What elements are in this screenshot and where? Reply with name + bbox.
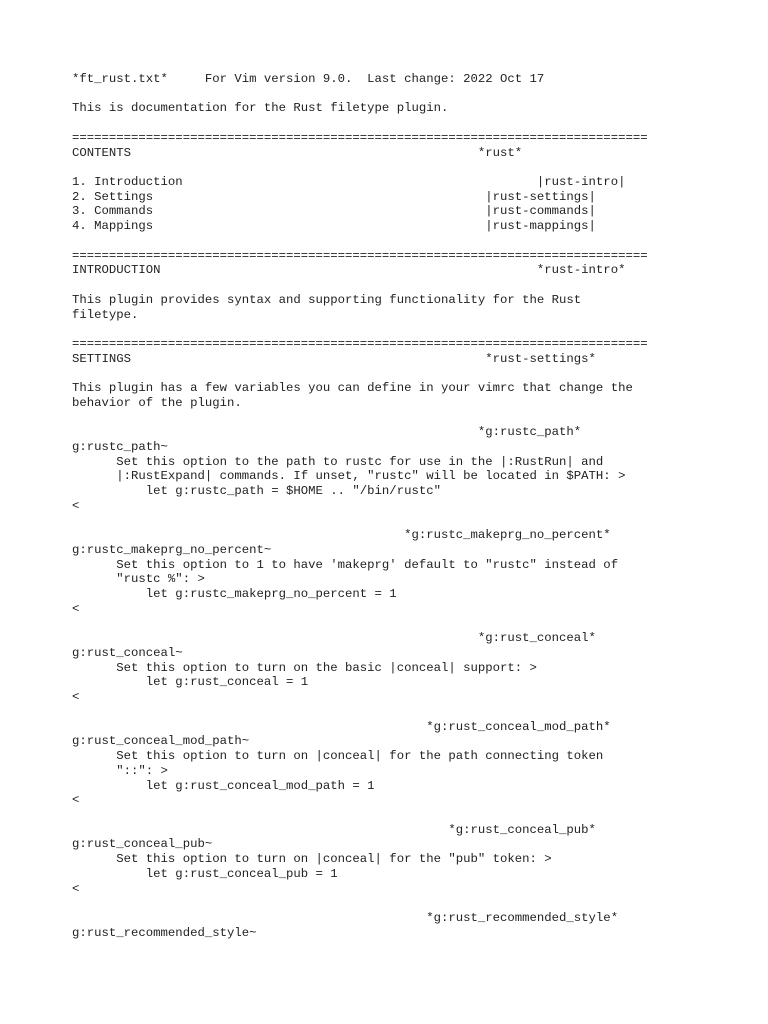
document-page	[72, 72, 692, 940]
doc-line: "::": >	[72, 763, 168, 778]
doc-line: <	[72, 793, 80, 808]
doc-line: g:rust_conceal~	[72, 646, 183, 661]
doc-line: g:rustc_path~	[72, 439, 168, 454]
doc-line: *g:rust_recommended_style*	[72, 910, 619, 925]
doc-line: g:rust_conceal_pub~	[72, 837, 213, 852]
doc-line: Set this option to turn on |conceal| for the path connecting token	[72, 749, 604, 764]
doc-line	[72, 116, 692, 131]
doc-line: <	[72, 690, 80, 705]
doc-line: *g:rustc_makeprg_no_percent*	[72, 528, 611, 543]
doc-line: filetype.	[72, 307, 139, 322]
doc-line	[72, 234, 692, 249]
doc-line	[72, 896, 692, 911]
doc-line	[72, 705, 692, 720]
doc-line	[72, 617, 692, 632]
doc-line: ==============================================================================	[72, 336, 648, 351]
doc-line: ==============================================================================	[72, 248, 648, 263]
doc-line: "rustc %": >	[72, 572, 205, 587]
doc-line: behavior of the plugin.	[72, 395, 242, 410]
doc-line: let g:rust_conceal_pub = 1	[72, 866, 338, 881]
doc-line: let g:rust_conceal_mod_path = 1	[72, 778, 375, 793]
doc-line: *g:rust_conceal_pub*	[72, 822, 596, 837]
doc-line: <	[72, 601, 80, 616]
doc-line: *g:rust_conceal*	[72, 631, 596, 646]
doc-line: 1. Introduction |rust-intro|	[72, 175, 626, 190]
doc-line: *ft_rust.txt* For Vim version 9.0. Last change: 2022 Oct 17	[72, 72, 545, 86]
doc-line: Set this option to turn on |conceal| for the "pub" token: >	[72, 852, 552, 867]
doc-line: <	[72, 498, 80, 513]
doc-line: SETTINGS *rust-settings*	[72, 351, 596, 366]
doc-line: let g:rustc_makeprg_no_percent = 1	[72, 587, 397, 602]
doc-line	[72, 366, 692, 381]
doc-line	[72, 808, 692, 823]
doc-line: *g:rust_conceal_mod_path*	[72, 719, 611, 734]
doc-line: let g:rust_conceal = 1	[72, 675, 309, 690]
doc-line: g:rustc_makeprg_no_percent~	[72, 543, 272, 557]
doc-line	[72, 87, 692, 102]
doc-line: CONTENTS *rust*	[72, 145, 523, 160]
doc-line: This plugin has a few variables you can define in your vimrc that change the	[72, 381, 633, 396]
doc-line: g:rust_conceal_mod_path~	[72, 734, 250, 749]
doc-line: *g:rustc_path*	[72, 425, 582, 440]
doc-line: ==============================================================================	[72, 130, 648, 145]
doc-line	[72, 322, 692, 337]
doc-line: Set this option to turn on the basic |conceal| support: >	[72, 660, 537, 675]
doc-line: 3. Commands |rust-commands|	[72, 204, 596, 219]
doc-line: |:RustExpand| commands. If unset, "rustc" will be located in $PATH: >	[72, 469, 626, 484]
doc-line: Set this option to 1 to have 'makeprg' default to "rustc" instead of	[72, 557, 619, 572]
doc-line	[72, 514, 692, 529]
doc-line	[72, 278, 692, 293]
doc-line	[72, 160, 692, 175]
doc-line: 4. Mappings |rust-mappings|	[72, 219, 596, 234]
doc-line: g:rust_recommended_style~	[72, 925, 257, 940]
doc-line: let g:rustc_path = $HOME .. "/bin/rustc"	[72, 484, 441, 499]
doc-line: INTRODUCTION *rust-intro*	[72, 263, 626, 278]
doc-line: Set this option to the path to rustc for use in the |:RustRun| and	[72, 454, 604, 469]
doc-line: This plugin provides syntax and supporting functionality for the Rust	[72, 292, 582, 307]
doc-line: 2. Settings |rust-settings|	[72, 189, 596, 204]
doc-line	[72, 411, 692, 426]
doc-line: This is documentation for the Rust filetype plugin.	[72, 101, 449, 116]
doc-line: <	[72, 881, 80, 896]
